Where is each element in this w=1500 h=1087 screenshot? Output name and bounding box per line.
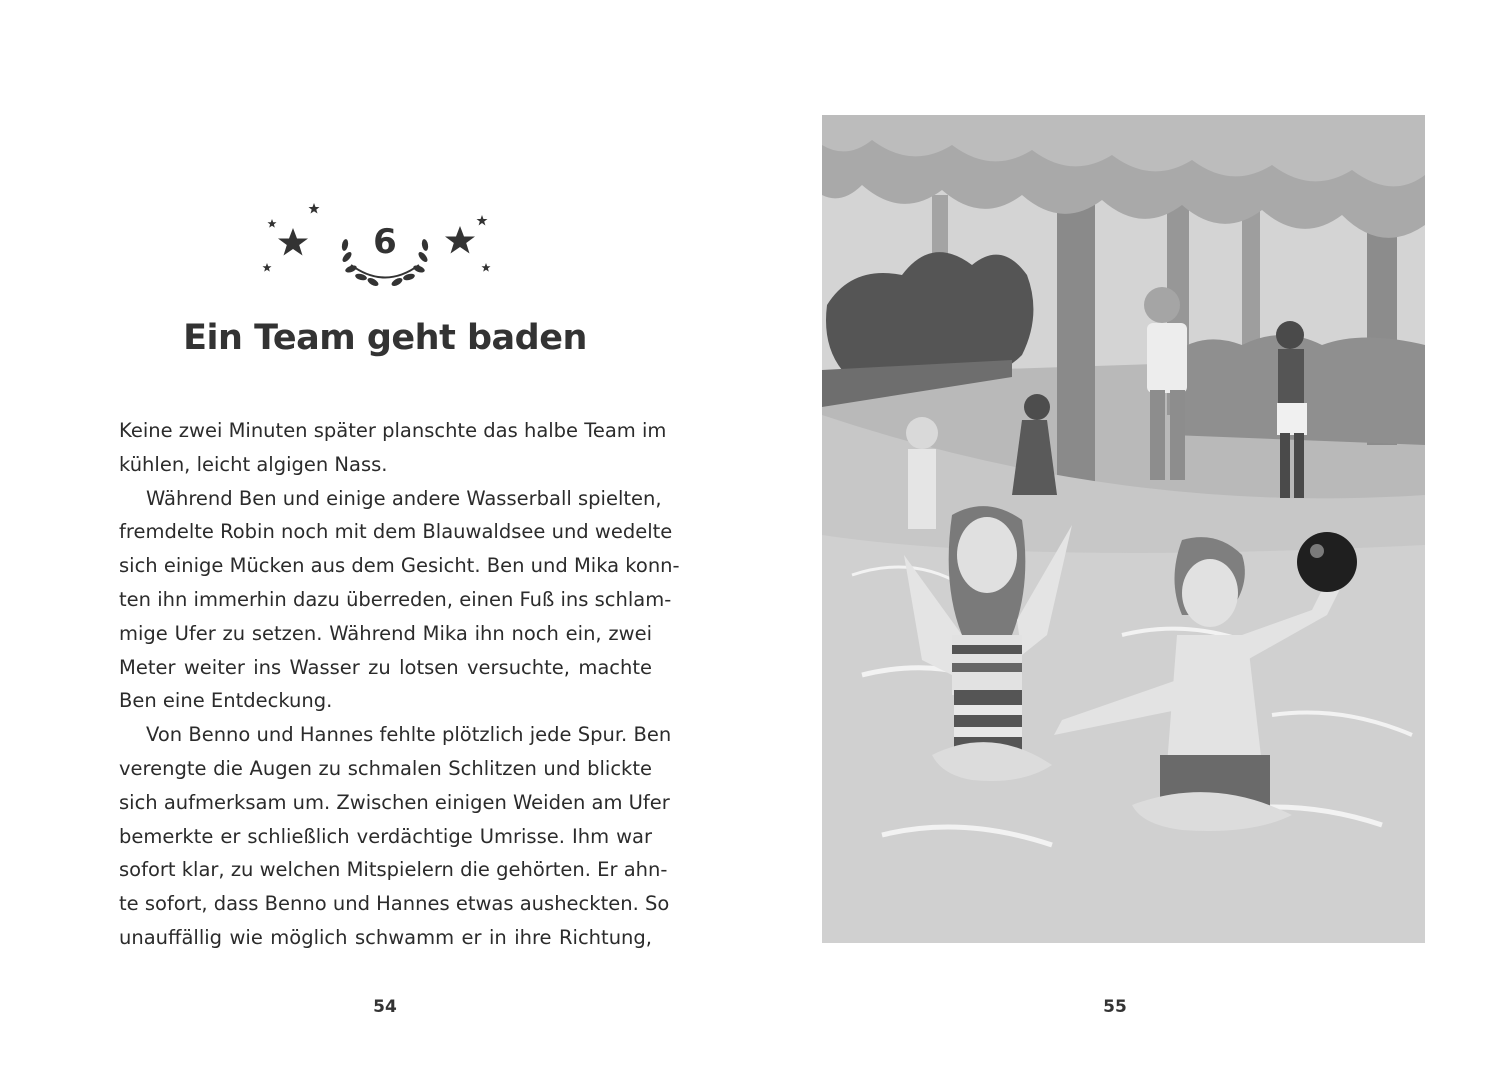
water-ball (1297, 532, 1357, 592)
text-line: bemerkte er schließlich verdächtige Umrisse. Ihm war (119, 824, 652, 848)
text-line: Von Benno und Hannes fehlte plötzlich jede Spur. Ben (146, 723, 672, 747)
text-line: sich aufmerksam um. Zwischen einigen Weiden am Ufer (119, 790, 670, 814)
star-icon (263, 263, 272, 272)
text-line: sofort klar, zu welchen Mitspielern die gehörten. Er ahn- (119, 858, 668, 882)
text-line: te sofort, dass Benno und Hannes etwas ausheckten. So (119, 892, 670, 916)
star-icon (477, 215, 488, 226)
text-line: ten ihn immerhin dazu überreden, einen Fuß ins schlam- (119, 587, 672, 611)
illustration-art (822, 115, 1425, 943)
text-line: unauffällig wie möglich schwamm er in ihre Richtung, (119, 925, 652, 949)
lake-swimming-illustration (822, 115, 1425, 943)
star-icon (445, 226, 475, 254)
chapter-body-text (119, 414, 680, 955)
star-icon (268, 219, 277, 228)
chapter-number: 6 (373, 222, 397, 262)
text-line: fremdelte Robin noch mit dem Blauwaldsee und wedelte (119, 520, 673, 544)
star-icon (278, 228, 308, 256)
text-line: Während Ben und einige andere Wasserball spielten, (146, 486, 662, 510)
text-line: Meter weiter ins Wasser zu lotsen versuchte, machte (119, 655, 652, 679)
text-line: Keine zwei Minuten später planschte das halbe Team im (119, 419, 667, 442)
star-icon (482, 263, 491, 272)
chapter-title: Ein Team geht baden (183, 318, 587, 358)
text-line: sich einige Mücken aus dem Gesicht. Ben und Mika konn- (119, 554, 680, 578)
text-line: Ben eine Entdeckung. (119, 689, 333, 713)
page-number-left: 54 (373, 997, 397, 1017)
page-number-right: 55 (1103, 997, 1127, 1017)
girl-background-figure (906, 417, 938, 529)
star-icon (309, 203, 320, 214)
right-page (750, 0, 1500, 1087)
text-line: verengte die Augen zu schmalen Schlitzen und blickte (119, 756, 652, 780)
text-line: kühlen, leicht algigen Nass. (119, 452, 388, 476)
text-line: mige Ufer zu setzen. Während Mika ihn noch ein, zwei (119, 621, 652, 645)
